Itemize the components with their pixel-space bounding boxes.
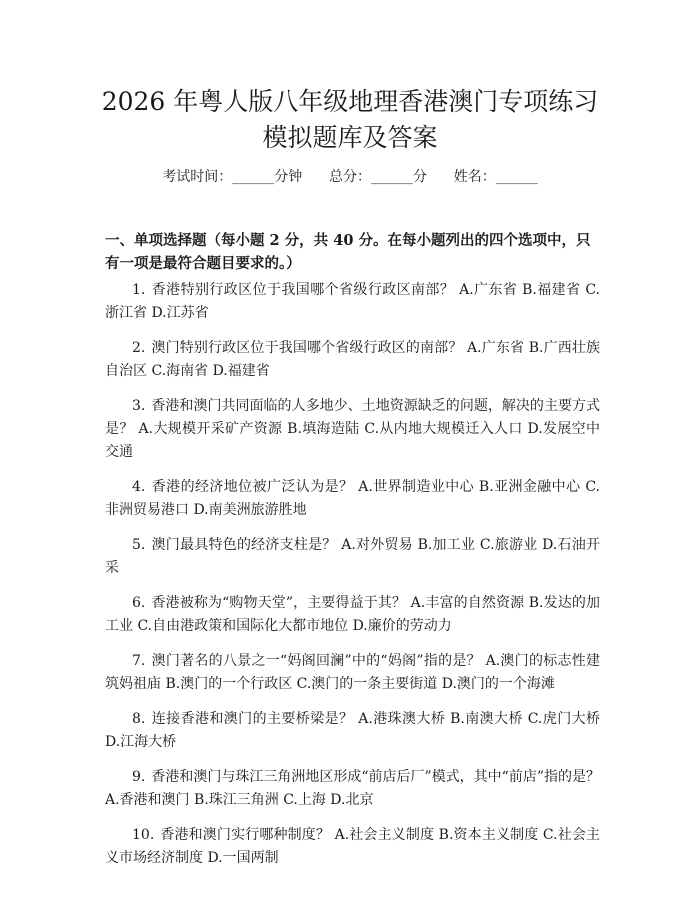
page-title-line2: 模拟题库及答案 (262, 123, 438, 152)
question-text: 香港特别行政区位于我国哪个省级行政区南部？ A.广东省 B.福建省 C.浙江省 D.江苏省 (105, 282, 600, 321)
question-text: 连接香港和澳门的主要桥梁是？ A.港珠澳大桥 B.南澳大桥 C.虎门大桥 D.江海大桥 (105, 711, 600, 750)
question-number: 9. (132, 769, 146, 785)
question-text: 澳门特别行政区位于我国哪个省级行政区的南部？ A.广东省 B.广西壮族自治区 C.海南省 D.福建省 (105, 340, 600, 379)
question-item (105, 395, 600, 464)
question-number: 4. (132, 479, 146, 495)
question-number: 8. (132, 711, 146, 727)
question-number: 1. (132, 282, 146, 298)
question-text: 香港被称为“购物天堂”，主要得益于其？ A.丰富的自然资源 B.发达的加工业 C.自由港政策和国际化大都市地位 D.廉价的劳动力 (105, 595, 600, 634)
question-number: 7. (132, 653, 146, 669)
question-item (105, 476, 600, 522)
question-item (105, 766, 600, 812)
section-heading: 一、单项选择题（每小题 2 分，共 40 分。在每小题列出的四个选项中，只有一项是最符合题目要求的。） (105, 232, 591, 272)
question-item (105, 824, 600, 870)
question-item (105, 534, 600, 580)
question-text: 香港和澳门共同面临的人多地少、土地资源缺乏的问题，解决的主要方式是？ A.大规模开采矿产资源 B.填海造陆 C.从内地大规模迁入人口 D.发展空中交通 (105, 398, 600, 460)
question-number: 2. (132, 340, 146, 356)
question-number: 5. (132, 537, 146, 553)
question-text: 香港和澳门与珠江三角洲地区形成“前店后厂”模式，其中“前店”指的是？ A.香港和澳门 B.珠江三角洲 C.上海 D.北京 (105, 769, 600, 808)
question-text: 香港和澳门实行哪种制度？ A.社会主义制度 B.资本主义制度 C.社会主义市场经济制度 D.一国两制 (105, 827, 600, 866)
question-text: 澳门最具特色的经济支柱是？ A.对外贸易 B.加工业 C.旅游业 D.石油开采 (105, 537, 600, 576)
question-item (105, 279, 600, 325)
question-list (105, 279, 600, 882)
question-number: 6. (132, 595, 146, 611)
question-item (105, 337, 600, 383)
question-item (105, 592, 600, 638)
question-item (105, 650, 600, 696)
question-item (105, 708, 600, 754)
question-text: 澳门著名的八景之一“妈阁回澜”中的“妈阁”指的是？ A.澳门的标志性建筑妈祖庙 B.澳门的一个行政区 C.澳门的一条主要街道 D.澳门的一个海滩 (105, 653, 600, 692)
exam-meta-line: 考试时间：______分钟 总分：______分 姓名：______ (162, 169, 538, 185)
page-title-line1: 2026 年粤人版八年级地理香港澳门专项练习 (101, 87, 599, 116)
question-number: 10. (132, 827, 155, 843)
question-number: 3. (132, 398, 146, 414)
question-text: 香港的经济地位被广泛认为是？ A.世界制造业中心 B.亚洲金融中心 C.非洲贸易港口 D.南美洲旅游胜地 (105, 479, 600, 518)
